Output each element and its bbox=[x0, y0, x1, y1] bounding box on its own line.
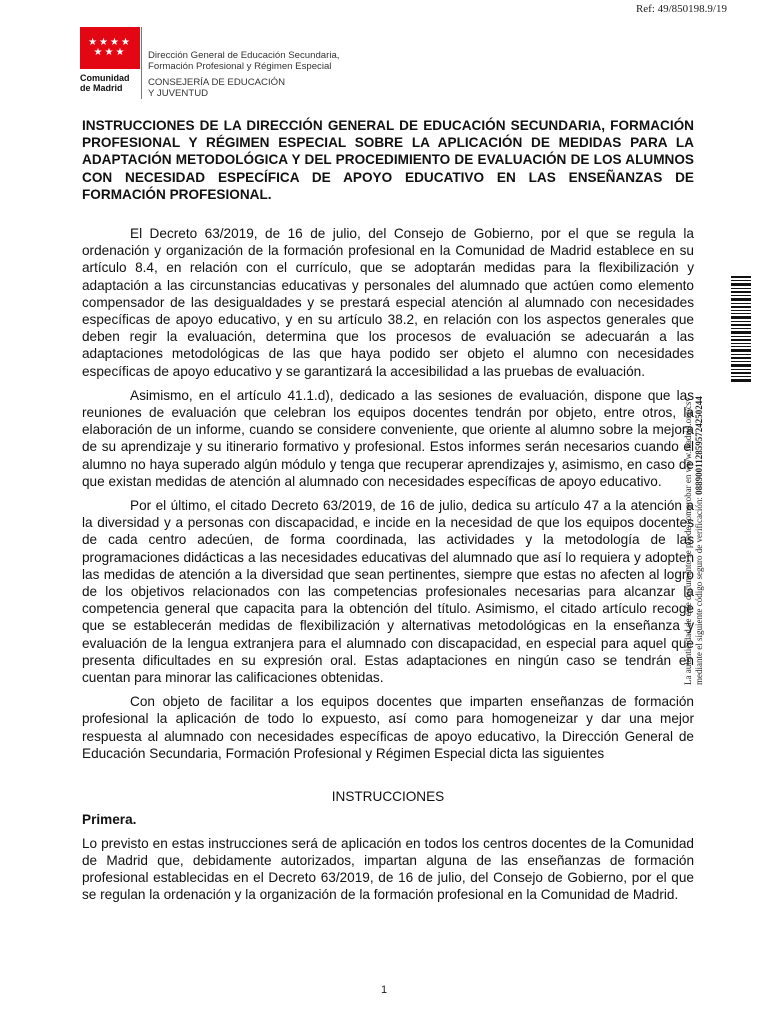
logo-divider bbox=[141, 27, 142, 99]
document-body bbox=[82, 225, 694, 903]
first-instruction-heading: Primera. bbox=[82, 812, 137, 828]
reference-number: Ref: 49/850198.9/19 bbox=[635, 3, 727, 15]
comunidad-de-madrid-logo bbox=[80, 27, 140, 99]
page-number: 1 bbox=[380, 984, 388, 996]
dept-line: Y JUVENTUD bbox=[148, 87, 209, 99]
document-title: INSTRUCCIONES DE LA DIRECCIÓN GENERAL DE EDUCACIÓN SECUNDARIA, FORMACIÓN PROFESIONAL Y RÉGIMEN ESPECIAL SOBRE LA APLICACIÓN DE MEDIDAS PARA LA ADAPTACIÓN METODOLÓGICA Y DEL PROCEDIMIENTO DE EVALUACIÓN DE LOS ALUMNOS CON NECESIDAD ESPECÍFICA DE APOYO EDUCATIVO EN LAS ENSEÑANZAS DE FORMACIÓN PROFESIONAL. bbox=[82, 118, 694, 202]
verification-note bbox=[683, 265, 739, 685]
org-line: Dirección General de Educación Secundaria, bbox=[148, 50, 340, 61]
organization-block bbox=[148, 51, 339, 99]
section-heading: INSTRUCCIONES bbox=[331, 789, 445, 805]
verification-line1: La autenticidad de este documento se puede comprobar en www.madrid.org/csv bbox=[683, 397, 693, 685]
logo-red-flag bbox=[80, 27, 140, 69]
verification-line2-text: mediante el siguiente código seguro de verificación: bbox=[693, 497, 704, 685]
csv-code: 0889001128595724250244 bbox=[693, 396, 704, 495]
dept-line: CONSEJERÍA DE EDUCACIÓN bbox=[148, 77, 286, 88]
logo-wordmark bbox=[80, 73, 140, 93]
body-paragraph: Asimismo, en el artículo 41.1.d), dedicado a las sesiones de evaluación, dispone que las reuniones de evaluación que celebran los equipos docentes tendrán por objeto, entre otros, la elaboración de un informe, cuando se considere conveniente, que oriente al alumno sobre la mejora de su aprendizaje y su itinerario formativo y profesional. Estos informes serán necesarios cuando el alumno no haya superado algún módulo y tenga que recuperar aprendizajes y, asimismo, en caso de que existan medidas de atención al alumnado con necesidades específicas de apoyo educativo. bbox=[82, 387, 694, 489]
verification-line2 bbox=[694, 265, 705, 685]
org-line: Formación Profesional y Régimen Especial bbox=[148, 60, 332, 72]
logo-stars-icon: ★★★★ ★★★ bbox=[88, 37, 132, 58]
logo-text-line2: de Madrid bbox=[80, 83, 123, 93]
body-paragraph: Por el último, el citado Decreto 63/2019, de 16 de julio, dedica su artículo 47 a la atención a la diversidad y a personas con discapacidad, e incide en la necesidad de que los equipos docentes de cada centro adecúen, de forma coordinada, las actividades y la metodología de las programaciones didácticas a las necesidades educativas del alumnado que así lo requiera y adopten las medidas de atención a la diversidad que sean pertinentes, siempre que estas no afecten al logro de los objetivos relacionados con las competencias profesionales necesarias para alcanzar la competencia general que capacita para la obtención del título. Asimismo, el citado artículo recoge que se establecerán medidas de flexibilización y alternativas metodológicas en la enseñanza y evaluación de la lengua extranjera para el alumnado con discapacidad, en especial para aquel que presenta dificultades en su expresión oral. Estas adaptaciones en ningún caso se tendrán en cuentan para minorar las calificaciones obtenidas. bbox=[82, 498, 694, 686]
body-paragraph: El Decreto 63/2019, de 16 de julio, del Consejo de Gobierno, por el que se regula la ordenación y organización de la formación profesional en la Comunidad de Madrid establece en su artículo 8.4, en relación con el currículo, que se adoptarán medidas para la flexibilización y adaptación a las circunstancias educativas y personales del alumnado que actúen como elemento compensador de las desigualdades y se prestará especial atención al alumnado con necesidades específicas de apoyo educativo, y en su artículo 38.2, en relación con los aspectos generales que deben regir la evaluación, determina que los procesos de evaluación se adecuarán a las adaptaciones metodológicas de las que haya podido ser objeto el alumno con necesidades específicas de apoyo educativo y se garantizará la accesibilidad a las pruebas de evaluación. bbox=[82, 226, 694, 379]
logo-text-line1: Comunidad bbox=[80, 73, 130, 83]
body-paragraph: Con objeto de facilitar a los equipos docentes que imparten enseñanzas de formación profesional la aplicación de todo lo expuesto, así como para homogeneizar y dar una mejor respuesta al alumnado con necesidades específicas de apoyo educativo, la Dirección General de Educación Secundaria, Formación Profesional y Régimen Especial dicta las siguientes bbox=[82, 694, 694, 761]
first-instruction-paragraph: Lo previsto en estas instrucciones será de aplicación en todos los centros docentes de la Comunidad de Madrid que, debidamente autorizados, impartan alguna de las enseñanzas de formación profesional establecidas en el Decreto 63/2019, de 16 de julio, del Consejo de Gobierno, por el que se regulan la ordenación y la organización de la formación profesional en la Comunidad de Madrid. bbox=[82, 835, 694, 903]
